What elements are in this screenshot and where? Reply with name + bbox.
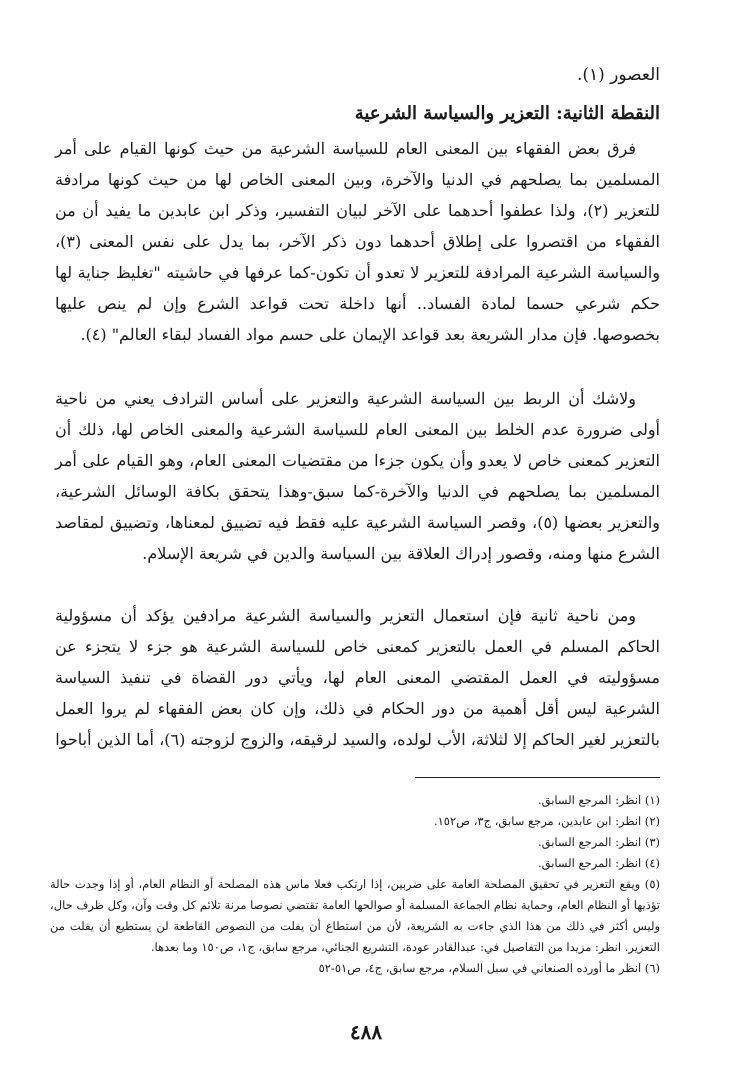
footnote-1: (١) انظر: المرجع السابق. (537, 793, 660, 807)
body-paragraph-3: ومن ناحية ثانية فإن استعمال التعزير والسياسة الشرعية مرادفين يؤكد أن مسؤولية الحاكم المسلم في العمل بالتعزير كمعنى خاص للسياسة الشرعية هو جزء لا يتجزء عن مسؤوليته في العمل المقتضي المعنى العام لها، ويأتي دور القضاة في تنفيذ السياسة الشرعية ليس أقل أهمية من دور الحكام في ذلك، وإن كان بعض الفقهاء لم يروا العمل بالتعزير لغير الحاكم إلا لثلاثة، الأب لولده، والسيد لرقيقه، والزوج لزوجته (٦)، أما الذين أباحوا (55, 606, 660, 749)
footnote-3: (٣) انظر: المرجع السابق. (537, 835, 660, 849)
footnote-5: (٥) ويقع التعزير في تحقيق المصلحة العامة على ضربين، إذا ارتكب فعلا ماس هذه المصلحة أو النظام العام، أو إذا وجدت حالة تؤذيها أو النظام العام، وحماية نظام الجماعة المسلمة أو صوالحها العامة تقتضي نصوصا مرنة تلائم كل وقت وآن، وكل ظرف حال، وليس أكثر في ذلك من هذا الذي جاءت به الشريعة، لأن من استطاع أن يفلت من النصوص القاطعة لن يستطيع أن يفلت من التعزير. انظر: مزيدا من التفاصيل في: عبدالقادر عودة، التشريع الجنائي، مرجع سابق، ج١، ص١٥٠ وما بعدها. (50, 877, 660, 954)
section-heading: النقطة الثانية: التعزير والسياسة الشرعية (354, 103, 660, 124)
footnote-6: (٦) انظر ما أورده الصنعاني في سبل السلام، مرجع سابق، ج٤، ص٥١-٥٢ (318, 961, 660, 975)
footnotes (50, 790, 660, 979)
carried-over-line: العصور (١). (576, 65, 660, 85)
footnote-2: (٢) انظر: ابن عابدين، مرجع سابق، ج٣، ص١٥٢. (433, 814, 660, 828)
body-paragraph-2: ولاشك أن الربط بين السياسة الشرعية والتعزير على أساس الترادف يعني من ناحية أولى ضرورة عدم الخلط بين المعنى العام للسياسة الشرعية والمعنى الخاص لها، ذلك أن التعزير كمعنى خاص لا يعدو وأن يكون جزءا من مقتضيات المعنى العام، وهو القيام على أمر المسلمين بما يصلحهم في الدنيا والآخرة-كما سبق-وهذا يتحقق بكافة الوسائل الشرعية، والتعزير بعضها (٥)، وقصر السياسة الشرعية عليه فقط فيه تضييق لمعناها، وتضييق لمقاصد الشرع منها ومنه، وقصور إدراك العلاقة بين السياسة والدين في شريعة الإسلام. (55, 389, 661, 563)
footnote-4: (٤) انظر: المرجع السابق. (537, 856, 660, 870)
footnote-divider (415, 777, 660, 778)
page-number: ٤٨٨ (349, 1020, 383, 1044)
body-paragraph-1: فرق بعض الفقهاء بين المعنى العام للسياسة الشرعية من حيث كونها القيام على أمر المسلمين بما يصلحهم في الدنيا والآخرة، وبين المعنى الخاص لها من حيث كونها مرادفة للتعزير (٢)، ولذا عطفوا أحدهما على الآخر لبيان التفسير، وذكر ابن عابدين ما يفيد أن من الفقهاء من اقتصروا على إطلاق أحدهما دون ذكر الآخر، بما يدل على نفس المعنى (٣)، والسياسة الشرعية المرادفة للتعزير لا تعدو أن تكون-كما عرفها في حاشيته "تغليظ جناية لها حكم شرعي حسما لمادة الفساد.. أنها داخلة تحت قواعد الشرع وإن لم ينص عليها بخصوصها. فإن مدار الشريعة بعد قواعد الإيمان على حسم مواد الفساد لبقاء العالم" (٤). (55, 139, 661, 344)
